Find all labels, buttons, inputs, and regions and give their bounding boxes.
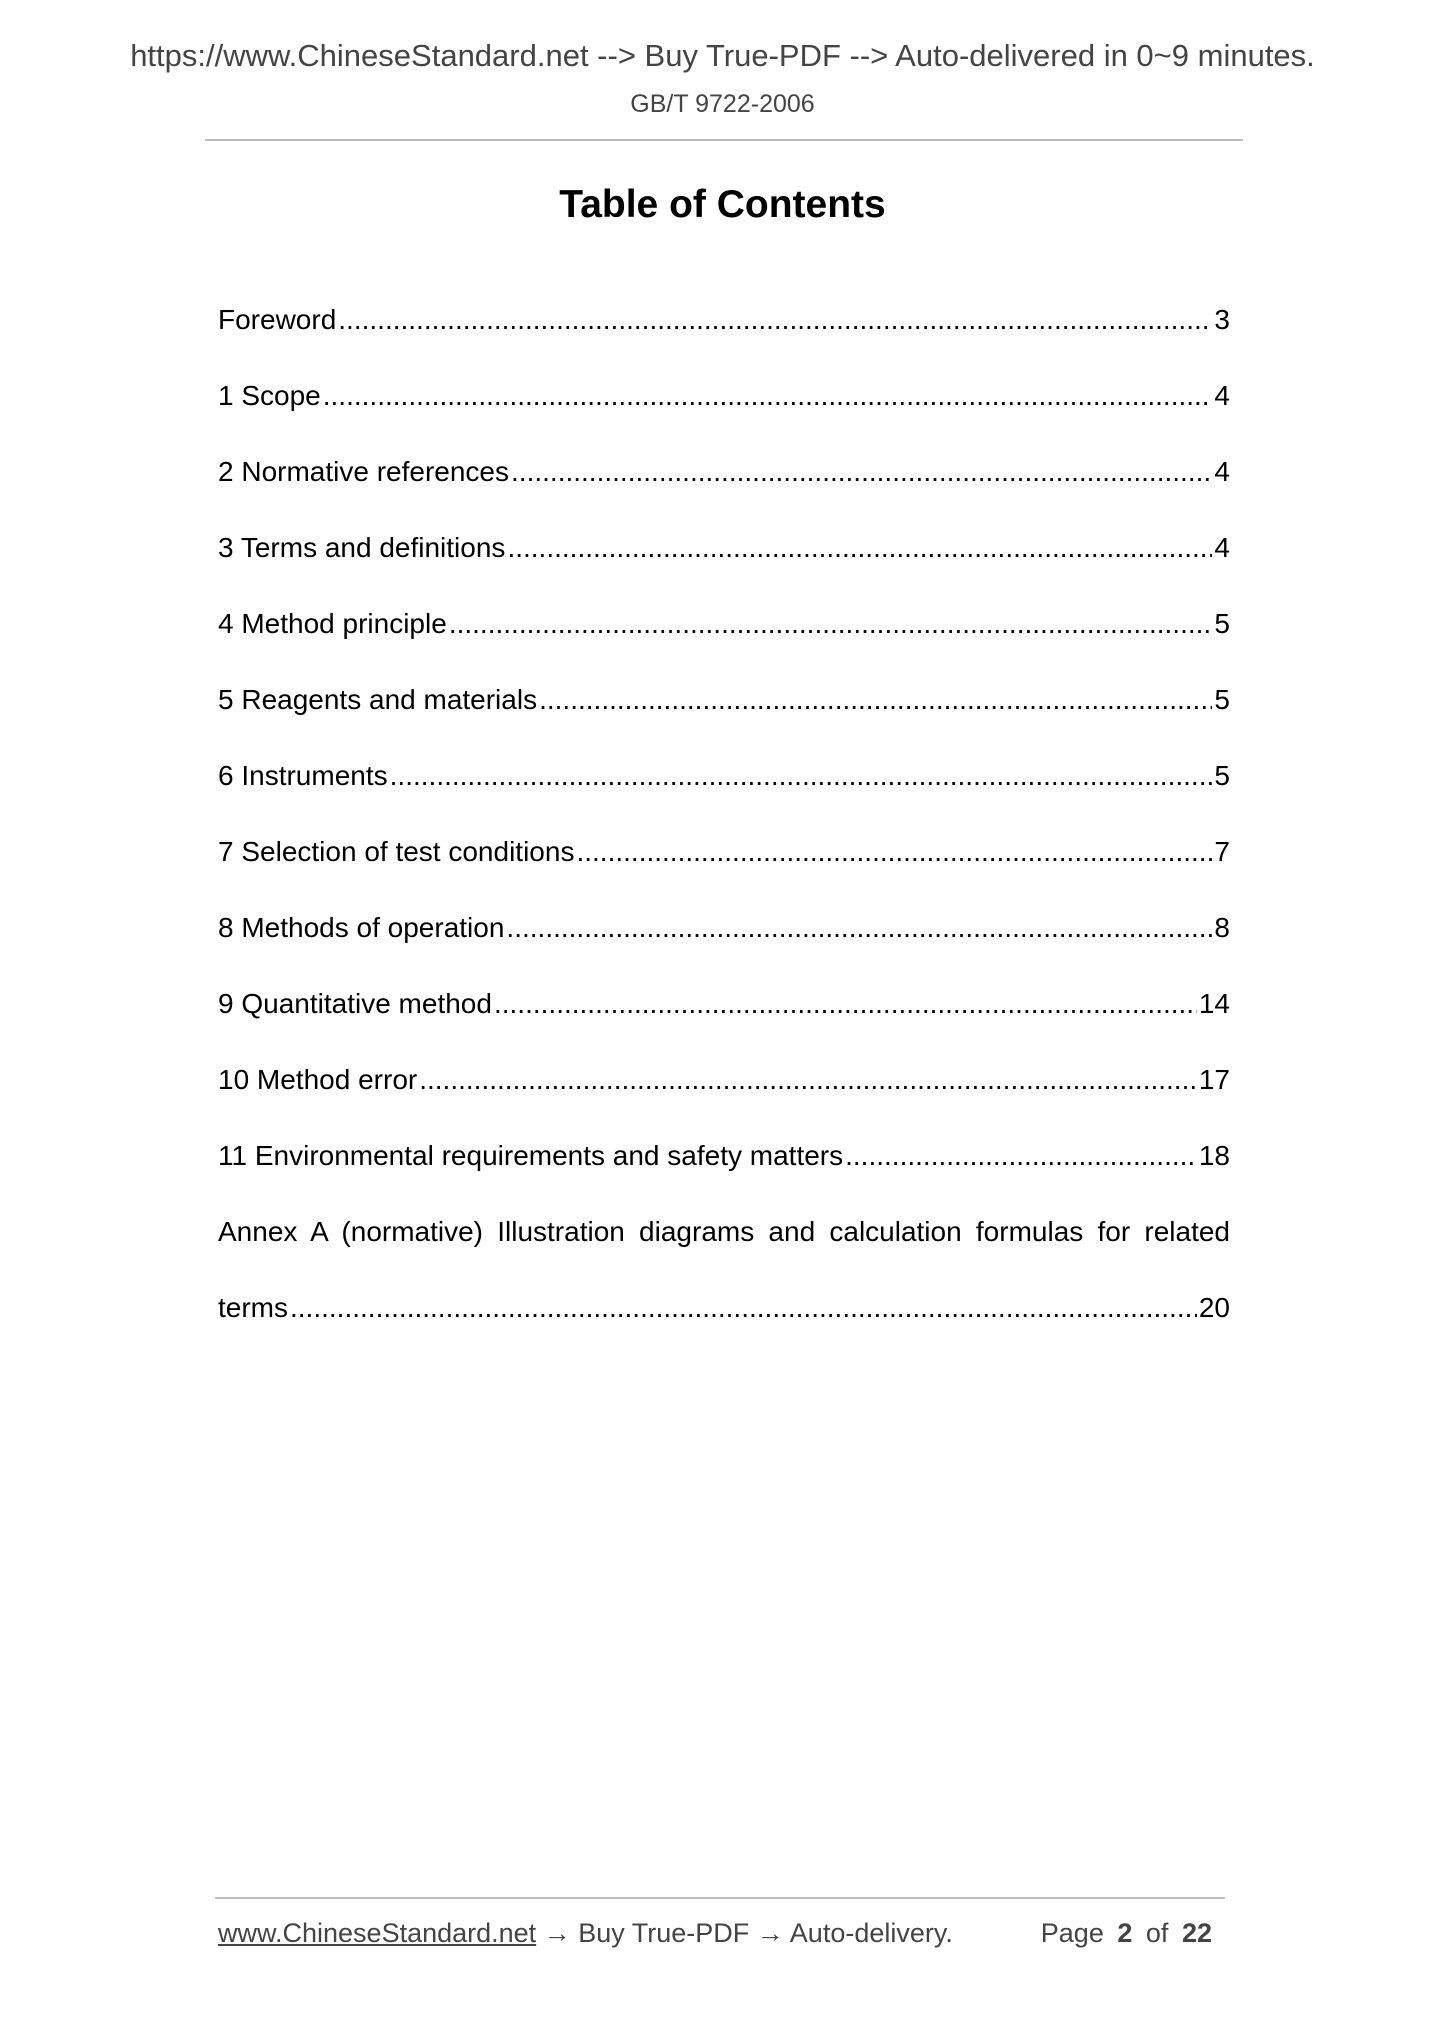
toc-entry-page: 20 xyxy=(1198,1292,1230,1323)
page-footer xyxy=(218,1918,1218,1949)
toc-entry-page: 5 xyxy=(1214,684,1230,715)
toc-dot-leader xyxy=(390,758,1213,794)
page-word: Page xyxy=(1040,1918,1104,1948)
toc-dot-leader xyxy=(506,910,1212,946)
page-title: Table of Contents xyxy=(559,183,886,226)
toc-entry-label: Foreword xyxy=(218,304,337,335)
toc-entry-label: 9 Quantitative method xyxy=(218,988,492,1019)
of-word: of xyxy=(1145,1918,1169,1948)
toc-entry-instruments[interactable] xyxy=(218,758,1230,834)
toc-entry-environmental-requirements[interactable] xyxy=(218,1138,1230,1214)
toc-dot-leader xyxy=(539,682,1212,718)
footer-divider xyxy=(215,1897,1225,1899)
toc-dot-leader xyxy=(338,302,1212,338)
toc-entry-page: 17 xyxy=(1198,1064,1230,1095)
page-number xyxy=(1041,1918,1218,1949)
toc-entry-label: 11 Environmental requirements and safety matters xyxy=(218,1140,844,1171)
footer-buy-text: Buy True-PDF xyxy=(578,1918,750,1948)
toc-entry-methods-of-operation[interactable] xyxy=(218,910,1230,986)
toc-entry-reagents-and-materials[interactable] xyxy=(218,682,1230,758)
toc-entry-page: 4 xyxy=(1214,380,1230,411)
toc-dot-leader xyxy=(290,1290,1197,1326)
toc-entry-page: 5 xyxy=(1214,760,1230,791)
toc-entry-quantitative-method[interactable] xyxy=(218,986,1230,1062)
toc-entry-page: 8 xyxy=(1214,912,1230,943)
toc-entry-method-error[interactable] xyxy=(218,1062,1230,1138)
toc-entry-annex-a-line-2[interactable] xyxy=(218,1290,1230,1366)
toc-entry-page: 3 xyxy=(1214,304,1230,335)
toc-entry-page: 14 xyxy=(1198,988,1230,1019)
site-banner: https://www.ChineseStandard.net --> Buy True-PDF --> Auto-delivered in 0~9 minutes. xyxy=(130,38,1315,73)
current-page-number: 2 xyxy=(1117,1918,1133,1948)
toc-entry-label: 4 Method principle xyxy=(218,608,447,639)
toc-entry-label: terms xyxy=(218,1292,288,1323)
toc-dot-leader xyxy=(507,530,1212,566)
toc-entry-label: 3 Terms and definitions xyxy=(218,532,506,563)
toc-entry-label: 6 Instruments xyxy=(218,760,388,791)
arrow-right-icon: → xyxy=(756,1918,784,1948)
toc-entry-annex-a-line-1[interactable] xyxy=(218,1214,1230,1290)
toc-dot-leader xyxy=(494,986,1197,1022)
table-of-contents xyxy=(218,302,1230,1366)
toc-entry-label: 10 Method error xyxy=(218,1064,418,1095)
toc-dot-leader xyxy=(576,834,1212,870)
arrow-right-icon: → xyxy=(543,1918,571,1948)
toc-entry-terms-and-definitions[interactable] xyxy=(218,530,1230,606)
toc-entry-page: 18 xyxy=(1198,1140,1230,1171)
total-page-count: 22 xyxy=(1181,1918,1212,1948)
footer-auto-text: Auto-delivery. xyxy=(789,1918,953,1948)
toc-entry-scope[interactable] xyxy=(218,378,1230,454)
toc-entry-label: 1 Scope xyxy=(218,380,321,411)
toc-entry-page: 5 xyxy=(1214,608,1230,639)
toc-entry-label: 8 Methods of operation xyxy=(218,912,505,943)
toc-entry-label: 5 Reagents and materials xyxy=(218,684,538,715)
toc-dot-leader xyxy=(511,454,1212,490)
toc-dot-leader xyxy=(323,378,1213,414)
toc-entry-normative-references[interactable] xyxy=(218,454,1230,530)
toc-entry-page: 4 xyxy=(1214,532,1230,563)
toc-entry-selection-of-test-conditions[interactable] xyxy=(218,834,1230,910)
header-divider xyxy=(205,139,1243,141)
toc-entry-page: 7 xyxy=(1214,836,1230,867)
toc-entry-label: Annex A (normative) Illustration diagrams and calculation formulas for related xyxy=(218,1216,1230,1247)
document-id: GB/T 9722-2006 xyxy=(630,90,815,118)
toc-entry-page: 4 xyxy=(1214,456,1230,487)
toc-entry-label: 7 Selection of test conditions xyxy=(218,836,575,867)
toc-dot-leader xyxy=(449,606,1213,642)
toc-entry-foreword[interactable] xyxy=(218,302,1230,378)
toc-dot-leader xyxy=(845,1138,1197,1174)
toc-dot-leader xyxy=(419,1062,1197,1098)
footer-site-link[interactable]: www.ChineseStandard.net xyxy=(218,1918,537,1948)
toc-entry-label: 2 Normative references xyxy=(218,456,510,487)
toc-entry-method-principle[interactable] xyxy=(218,606,1230,682)
